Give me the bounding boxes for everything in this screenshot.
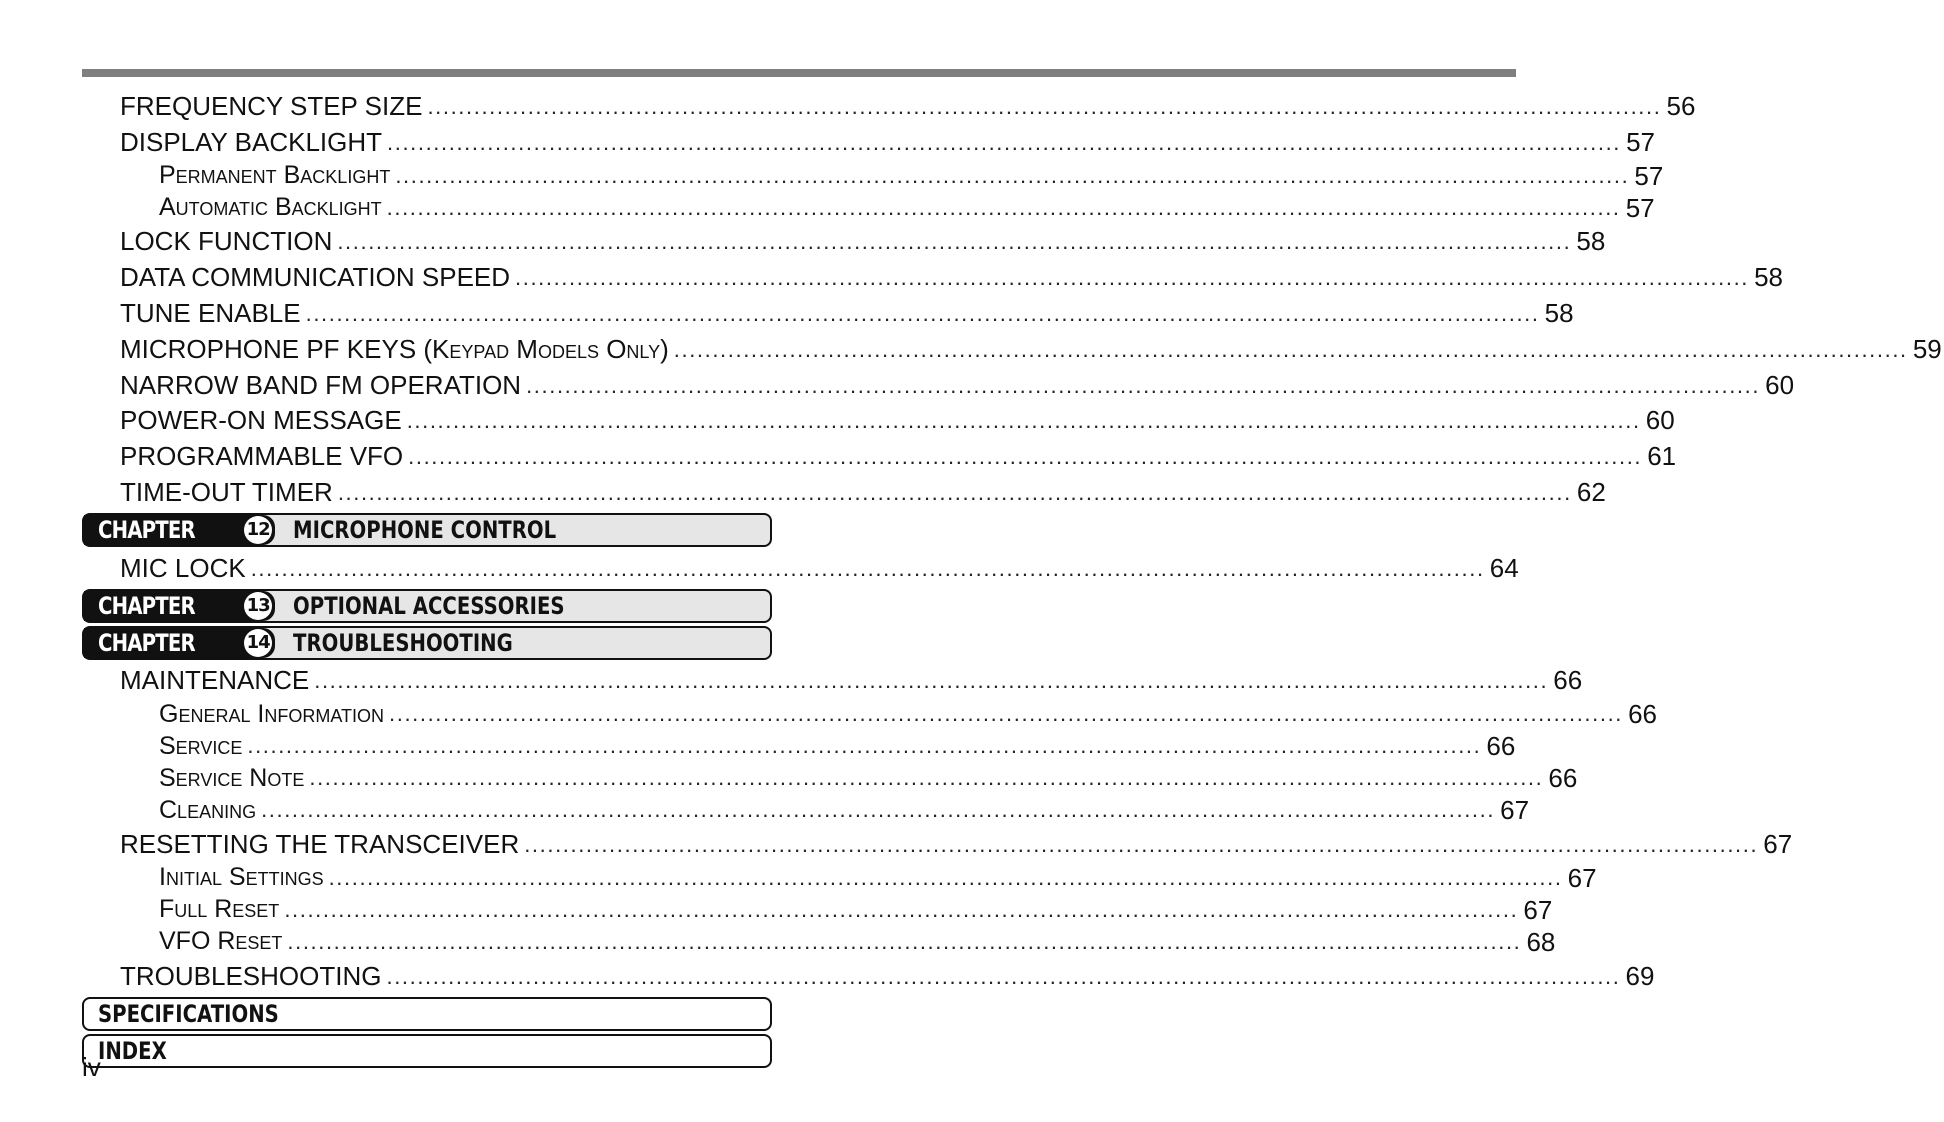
entry-page-number: 59 xyxy=(1912,333,1942,364)
entry-title: PROGRAMMABLE VFO xyxy=(120,441,404,472)
entry-page-number: 58 xyxy=(1576,226,1606,257)
entry-title: VFO Reset xyxy=(159,927,283,956)
leader-dots: ................................................................................................................................................................ xyxy=(287,928,1522,954)
toc-subentry[interactable] xyxy=(82,730,1516,762)
chapter-label xyxy=(84,515,275,545)
section-title: INDEX xyxy=(98,1036,167,1065)
leader-dots: ................................................................................................................................................................ xyxy=(309,765,1544,791)
leader-dots: ................................................................................................................................................................ xyxy=(427,93,1662,119)
entry-title: Permanent Backlight xyxy=(159,161,391,190)
leader-dots: ................................................................................................................................................................ xyxy=(526,372,1761,398)
entry-title: TROUBLESHOOTING xyxy=(120,960,382,991)
entry-page-number: 66 xyxy=(1548,763,1578,794)
chapter-title: OPTIONAL ACCESSORIES xyxy=(293,591,565,620)
chapter-word: CHAPTER xyxy=(98,515,195,544)
entry-page-number: 66 xyxy=(1486,731,1516,762)
entry-title: Automatic Backlight xyxy=(159,193,382,222)
toc-entry[interactable] xyxy=(82,331,1942,367)
entry-page-number: 66 xyxy=(1628,699,1657,730)
entry-page-number: 69 xyxy=(1625,960,1655,991)
toc-entry[interactable] xyxy=(82,367,1795,403)
entry-page-number: 60 xyxy=(1765,369,1795,400)
leader-dots: ................................................................................................................................................................ xyxy=(337,229,1572,255)
entry-title: MAINTENANCE xyxy=(120,665,310,696)
toc-subentry[interactable] xyxy=(82,926,1556,958)
entry-page-number: 58 xyxy=(1754,262,1783,293)
leader-dots: ................................................................................................................................................................ xyxy=(515,265,1749,291)
toc-entry[interactable] xyxy=(82,474,1606,510)
chapter-heading[interactable] xyxy=(82,626,772,660)
toc-subentry[interactable] xyxy=(82,762,1578,794)
entry-page-number: 67 xyxy=(1567,862,1597,893)
entry-title: LOCK FUNCTION xyxy=(120,226,333,257)
toc-subentry[interactable] xyxy=(82,160,1664,192)
chapter-number-badge: 12 xyxy=(244,516,272,544)
leader-dots: ................................................................................................................................................................ xyxy=(406,408,1641,434)
entry-title: TIME-OUT TIMER xyxy=(120,477,333,508)
toc-entry[interactable] xyxy=(82,550,1519,586)
entry-page-number: 57 xyxy=(1634,160,1664,191)
section-title: SPECIFICATIONS xyxy=(98,999,279,1028)
toc-entry[interactable] xyxy=(82,224,1606,260)
toc-entry[interactable] xyxy=(82,259,1783,295)
toc-entry[interactable] xyxy=(82,403,1675,439)
chapter-word: CHAPTER xyxy=(98,628,195,657)
leader-dots: ................................................................................................................................................................ xyxy=(247,733,1482,759)
entry-title: Initial Settings xyxy=(159,863,324,892)
table-of-contents xyxy=(82,88,1942,1071)
leader-dots: ................................................................................................................................................................ xyxy=(524,831,1759,857)
leader-dots: ................................................................................................................................................................ xyxy=(387,129,1621,155)
entry-title: DATA COMMUNICATION SPEED xyxy=(120,262,511,293)
entry-page-number: 60 xyxy=(1645,405,1675,436)
page-number: iv xyxy=(82,1052,101,1082)
entry-title: Service xyxy=(159,731,243,760)
toc-subentry[interactable] xyxy=(82,862,1597,894)
entry-page-number: 68 xyxy=(1526,926,1556,957)
entry-page-number: 57 xyxy=(1625,192,1655,223)
entry-title: NARROW BAND FM OPERATION xyxy=(120,369,522,400)
chapter-label xyxy=(84,628,275,658)
entry-page-number: 64 xyxy=(1489,552,1519,583)
entry-title-main: MICROPHONE PF KEYS ( xyxy=(120,333,433,364)
toc-subentry[interactable] xyxy=(82,698,1657,730)
entry-title-smallcaps: Keypad Models Only xyxy=(432,333,661,364)
leader-dots: ................................................................................................................................................................ xyxy=(305,300,1540,326)
leader-dots: ................................................................................................................................................................ xyxy=(261,797,1496,823)
leader-dots: ................................................................................................................................................................ xyxy=(386,194,1621,220)
entry-page-number: 67 xyxy=(1523,894,1553,925)
entry-title: FREQUENCY STEP SIZE xyxy=(120,90,423,121)
leader-dots: ................................................................................................................................................................ xyxy=(328,864,1563,890)
entry-title: RESETTING THE TRANSCEIVER xyxy=(120,829,520,860)
chapter-title: MICROPHONE CONTROL xyxy=(293,515,557,544)
chapter-heading[interactable] xyxy=(82,513,772,547)
entry-page-number: 56 xyxy=(1666,90,1696,121)
toc-entry[interactable] xyxy=(82,662,1583,698)
entry-title-close: ) xyxy=(660,333,669,364)
entry-title: Cleaning xyxy=(159,795,257,824)
chapter-number-badge: 14 xyxy=(244,629,272,657)
leader-dots: ................................................................................................................................................................ xyxy=(386,963,1621,989)
leader-dots: ................................................................................................................................................................ xyxy=(408,444,1643,470)
entry-title: Full Reset xyxy=(159,895,280,924)
entry-title: POWER-ON MESSAGE xyxy=(120,405,402,436)
toc-entry[interactable] xyxy=(82,826,1793,862)
section-heading[interactable] xyxy=(82,1034,772,1068)
entry-title: MIC LOCK xyxy=(120,552,246,583)
section-heading[interactable] xyxy=(82,997,772,1031)
entry-page-number: 57 xyxy=(1626,126,1655,157)
entry-title xyxy=(120,333,669,364)
toc-entry[interactable] xyxy=(82,438,1677,474)
chapter-number-badge: 13 xyxy=(244,592,272,620)
entry-page-number: 61 xyxy=(1647,441,1677,472)
toc-subentry[interactable] xyxy=(82,894,1553,926)
chapter-title: TROUBLESHOOTING xyxy=(293,628,513,657)
entry-page-number: 67 xyxy=(1500,795,1530,826)
entry-page-number: 67 xyxy=(1763,829,1793,860)
leader-dots: ................................................................................................................................................................ xyxy=(250,555,1485,581)
entry-title: TUNE ENABLE xyxy=(120,298,301,329)
leader-dots: ................................................................................................................................................................ xyxy=(284,896,1519,922)
entry-page-number: 66 xyxy=(1553,665,1583,696)
entry-title: Service Note xyxy=(159,763,305,792)
toc-entry[interactable] xyxy=(82,88,1696,124)
chapter-label xyxy=(84,591,275,621)
chapter-word: CHAPTER xyxy=(98,591,195,620)
entry-page-number: 62 xyxy=(1576,477,1606,508)
leader-dots: ................................................................................................................................................................ xyxy=(389,701,1623,727)
header-rule xyxy=(82,69,1516,77)
entry-title: General Information xyxy=(159,699,385,728)
leader-dots: ................................................................................................................................................................ xyxy=(314,668,1549,694)
entry-page-number: 58 xyxy=(1544,298,1574,329)
leader-dots: ................................................................................................................................................................ xyxy=(673,336,1908,362)
leader-dots: ................................................................................................................................................................ xyxy=(337,479,1572,505)
toc-entry[interactable] xyxy=(82,295,1574,331)
entry-title: DISPLAY BACKLIGHT xyxy=(120,126,383,157)
chapter-heading[interactable] xyxy=(82,589,772,623)
leader-dots: ................................................................................................................................................................ xyxy=(395,162,1630,188)
toc-entry[interactable] xyxy=(82,124,1655,160)
toc-subentry[interactable] xyxy=(82,794,1530,826)
toc-subentry[interactable] xyxy=(82,192,1655,224)
toc-entry[interactable] xyxy=(82,958,1655,994)
